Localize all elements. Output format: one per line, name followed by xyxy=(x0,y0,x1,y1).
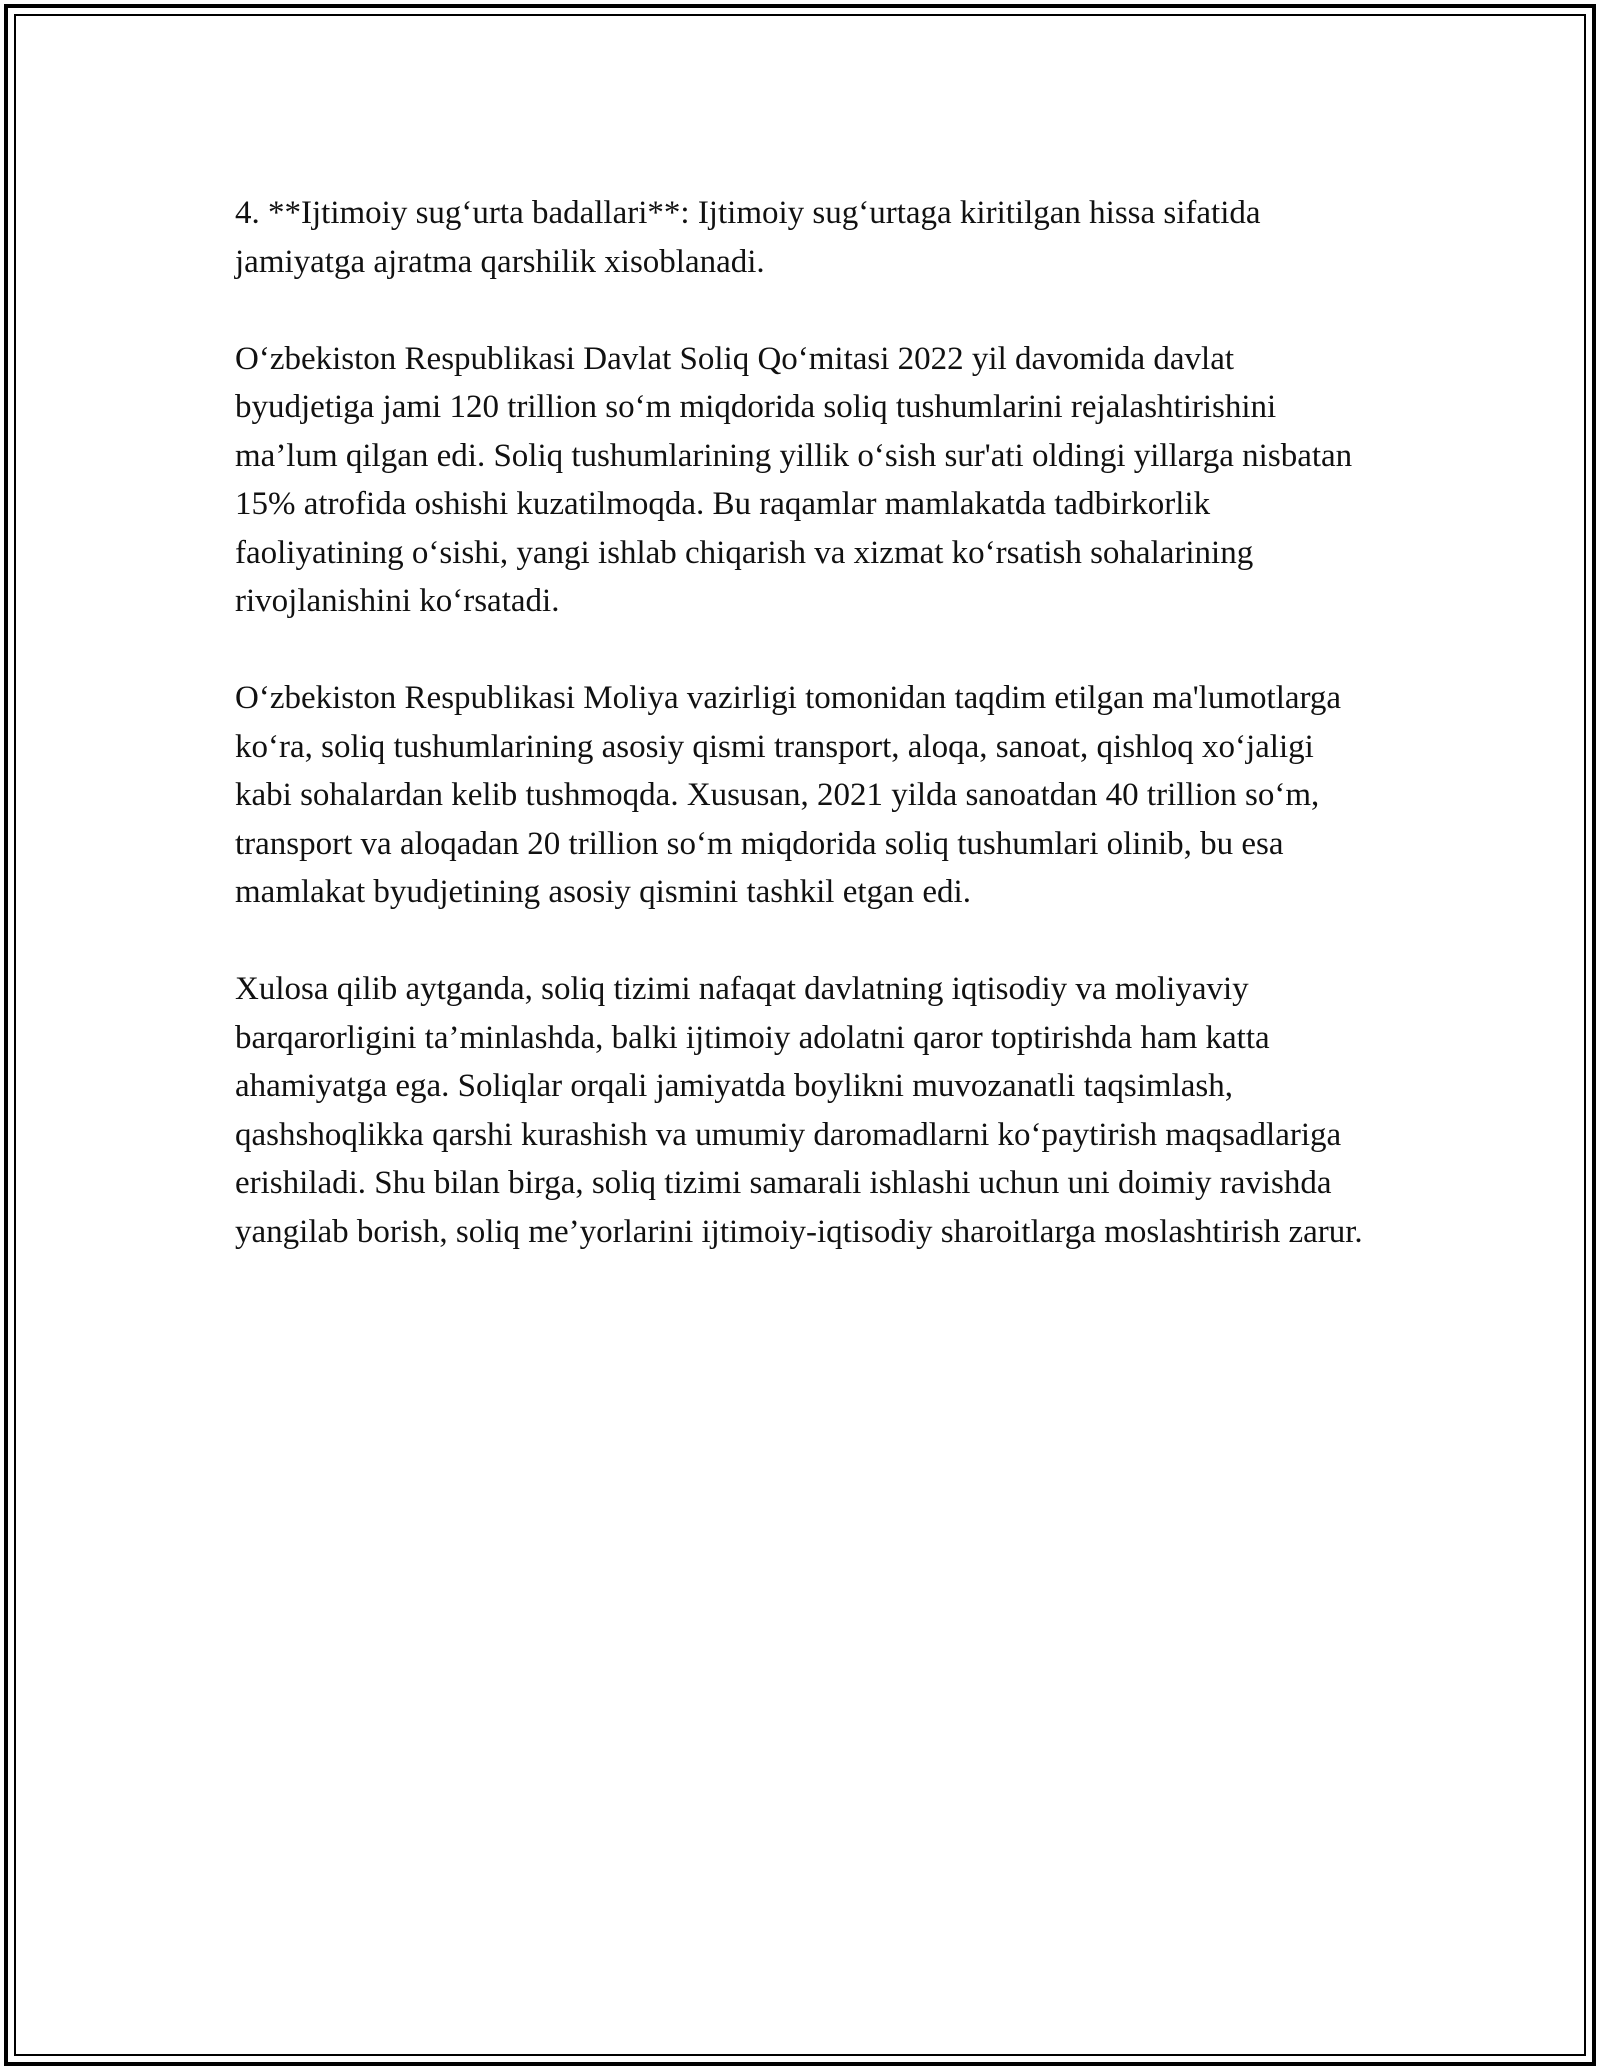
document-body xyxy=(235,189,1375,1305)
paragraph-finance-ministry: O‘zbekiston Respublikasi Moliya vazirligi tomonidan taqdim etilgan ma'lumotlarga ko‘ra, soliq tushumlarining asosiy qismi transport, aloqa, sanoat, qishloq xo‘jaligi kabi sohalardan kelib tushmoqda. Xususan, 2021 yilda sanoatdan 40 trillion so‘m, transport va aloqadan 20 trillion so‘m miqdorida soliq tushumlari olinib, bu esa mamlakat byudjetining asosiy qismini tashkil etgan edi. xyxy=(235,680,1342,910)
paragraph-tax-committee: O‘zbekiston Respublikasi Davlat Soliq Qo‘mitasi 2022 yil davomida davlat byudjetiga jami 120 trillion so‘m miqdorida soliq tushumlarini rejalashtirishini ma’lum qilgan edi. Soliq tushumlarining yillik o‘sish sur'ati oldingi yillarga nisbatan 15% atrofida oshishi kuzatilmoqda. Bu raqamlar mamlakatda tadbirkorlik faoliyatining o‘sishi, yangi ishlab chiqarish va xizmat ko‘rsatish sohalarining rivojlanishini ko‘rsatadi. xyxy=(235,340,1353,619)
paragraph-conclusion: Xulosa qilib aytganda, soliq tizimi nafaqat davlatning iqtisodiy va moliyaviy barqarorligini ta’minlashda, balki ijtimoiy adolatni qaror toptirishda ham katta ahamiyatga ega. Soliqlar orqali jamiyatda boylikni muvozanatli taqsimlash, qashshoqlikka qarshi kurashish va umumiy daromadlarni ko‘paytirish maqsadlariga erishiladi. Shu bilan birga, soliq tizimi samarali ishlashi uchun uni doimiy ravishda yangilab borish, soliq me’yorlarini ijtimoiy-iqtisodiy sharoitlarga moslashtirish zarur. xyxy=(235,971,1363,1250)
paragraph-social-insurance: 4. **Ijtimoiy sug‘urta badallari**: Ijtimoiy sug‘urtaga kiritilgan hissa sifatida jamiyatga ajratma qarshilik xisoblanadi. xyxy=(235,195,1261,280)
